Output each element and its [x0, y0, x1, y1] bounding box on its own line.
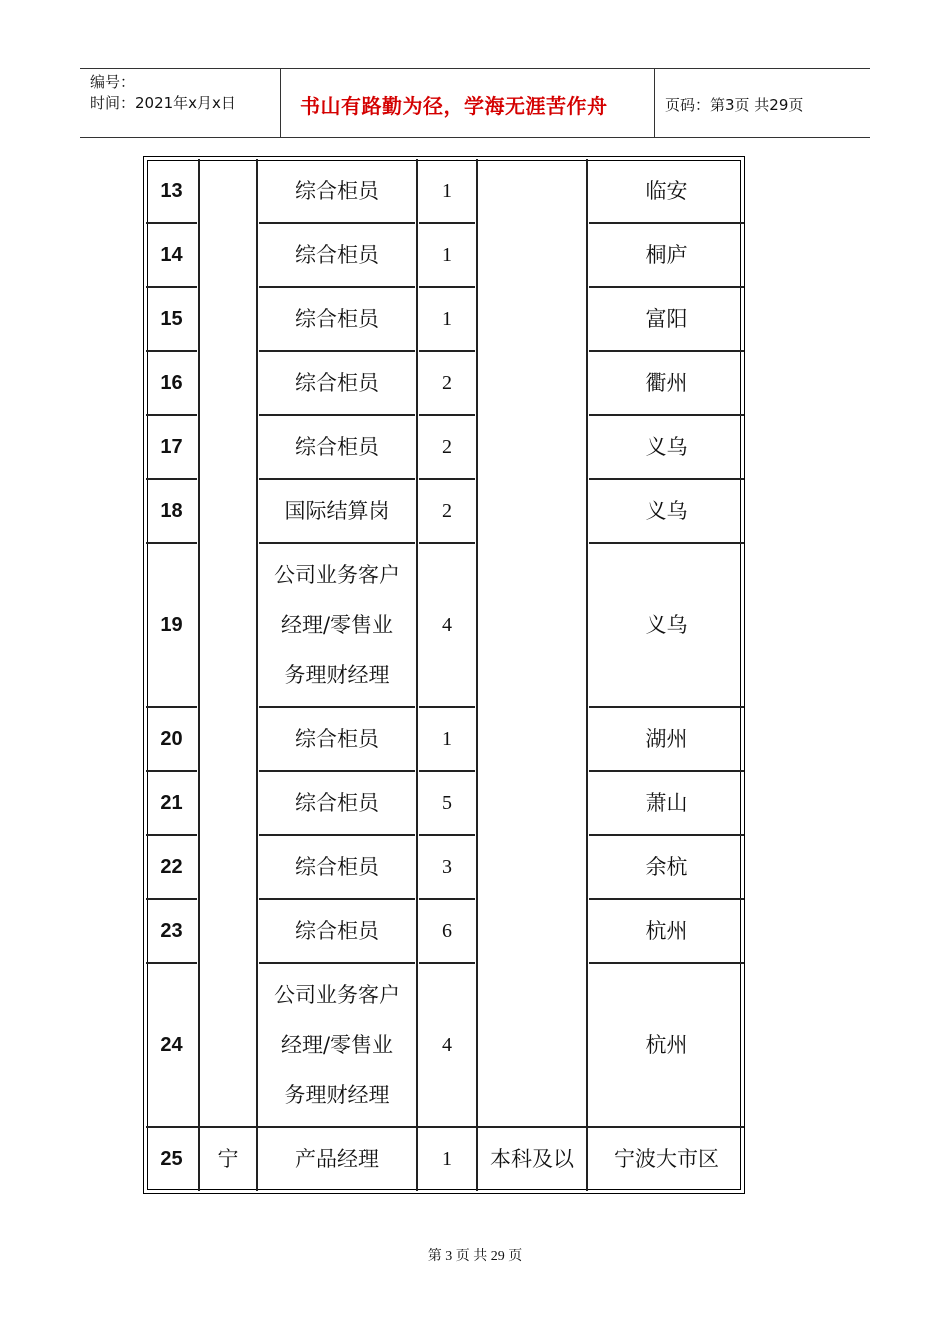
location-cell: 义乌 — [645, 499, 688, 523]
position-cell: 综合柜员 — [295, 855, 379, 879]
position-line: 公司业务客户 — [274, 983, 400, 1007]
row-number: 16 — [160, 371, 183, 394]
row-number: 19 — [160, 613, 183, 636]
count-cell: 1 — [442, 179, 452, 202]
row-number: 18 — [160, 499, 183, 522]
count-cell: 2 — [442, 371, 452, 394]
location-cell: 义乌 — [645, 613, 688, 637]
position-cell: 综合柜员 — [295, 307, 379, 331]
row-number: 22 — [160, 855, 183, 878]
row-number: 21 — [160, 791, 183, 814]
location-cell: 临安 — [645, 179, 688, 203]
header-divider — [654, 69, 655, 137]
count-cell: 1 — [442, 727, 452, 750]
page-footer: 第 3 页 共 29 页 — [427, 1249, 523, 1264]
time-label: 时间：2021年x月x日 — [90, 94, 236, 112]
location-cell: 杭州 — [645, 919, 688, 943]
position-cell: 综合柜员 — [295, 243, 379, 267]
header-meta — [90, 72, 236, 114]
location-cell: 桐庐 — [645, 243, 688, 267]
column-divider — [586, 159, 588, 1191]
column-divider — [416, 159, 418, 1191]
location-cell: 义乌 — [645, 435, 688, 459]
position-cell: 综合柜员 — [295, 435, 379, 459]
row-number: 23 — [160, 919, 183, 942]
location-cell: 湖州 — [645, 727, 688, 751]
position-cell: 产品经理 — [295, 1147, 379, 1171]
count-cell: 2 — [442, 435, 452, 458]
column-divider — [256, 159, 258, 1191]
count-cell: 6 — [442, 919, 452, 942]
count-cell: 5 — [442, 791, 452, 814]
recruitment-table — [143, 156, 745, 1194]
column-divider — [198, 159, 200, 1191]
position-line: 经理/零售业 — [280, 1033, 394, 1057]
count-cell: 1 — [442, 243, 452, 266]
number-label: 编号： — [90, 73, 136, 91]
row-number: 14 — [160, 243, 183, 266]
count-cell: 2 — [442, 499, 452, 522]
location-cell: 余杭 — [645, 855, 688, 879]
header-divider — [280, 69, 281, 137]
position-line: 务理财经理 — [284, 663, 390, 687]
position-cell — [257, 543, 417, 707]
row-number: 20 — [160, 727, 183, 750]
position-cell: 国际结算岗 — [284, 499, 390, 523]
row-number: 15 — [160, 307, 183, 330]
header-page-info: 页码：第3页 共29页 — [665, 96, 804, 114]
count-cell: 1 — [442, 307, 452, 330]
education-cell: 本科及以 — [490, 1147, 574, 1171]
count-cell: 4 — [442, 1033, 452, 1056]
count-cell: 4 — [442, 613, 452, 636]
position-line: 公司业务客户 — [274, 563, 400, 587]
row-number: 17 — [160, 435, 183, 458]
location-cell: 富阳 — [645, 307, 688, 331]
location-cell: 萧山 — [645, 791, 688, 815]
location-cell: 杭州 — [645, 1033, 688, 1057]
branch-cell: 宁 — [217, 1147, 239, 1171]
position-cell — [257, 963, 417, 1127]
position-line: 务理财经理 — [284, 1083, 390, 1107]
page-header — [80, 68, 870, 138]
row-number: 25 — [160, 1147, 183, 1170]
location-cell: 衢州 — [645, 371, 688, 395]
count-cell: 3 — [442, 855, 452, 878]
location-cell: 宁波大市区 — [614, 1147, 719, 1171]
position-cell: 综合柜员 — [295, 919, 379, 943]
header-motto: 书山有路勤为径，学海无涯苦作舟 — [300, 94, 608, 118]
row-number: 24 — [160, 1033, 183, 1056]
position-cell: 综合柜员 — [295, 371, 379, 395]
position-cell: 综合柜员 — [295, 179, 379, 203]
row-number: 13 — [160, 179, 183, 202]
position-line: 经理/零售业 — [280, 613, 394, 637]
column-divider — [476, 159, 478, 1191]
position-cell: 综合柜员 — [295, 791, 379, 815]
position-cell: 综合柜员 — [295, 727, 379, 751]
count-cell: 1 — [442, 1147, 452, 1170]
